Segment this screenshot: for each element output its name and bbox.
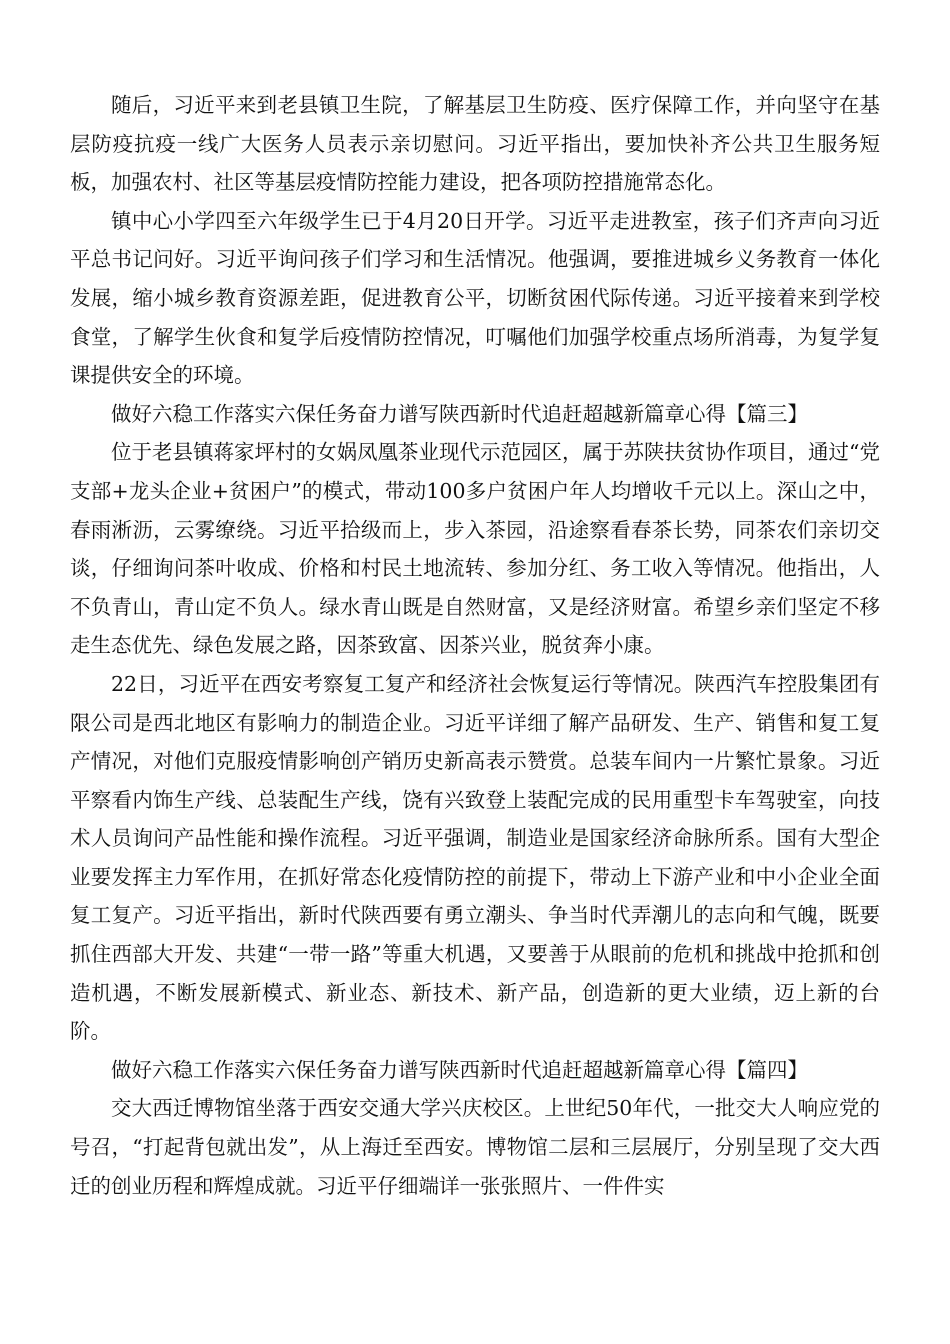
paragraph-shaanxi-auto: 22日，习近平在西安考察复工复产和经济社会恢复运行等情况。陕西汽车控股集团有限公司是西北地区有影响力的制造企业。习近平详细了解产品研发、生产、销售和复工复产情况，对他们克服疫情影响创产销历史新高表示赞赏。总装车间内一片繁忙景象。习近平察看内饰生产线、总装配生产线，饶有兴致登上装配完成的民用重型卡车驾驶室，向技术人员询问产品性能和操作流程。习近平强调，制造业是国家经济命脉所系。国有大型企业要发挥主力军作用，在抓好常态化疫情防控的前提下，带动上下游产业和中小企业全面复工复产。习近平指出，新时代陕西要有勇立潮头、争当时代弄潮儿的志向和气魄，既要抓住西部大开发、共建“一带一路”等重大机遇，又要善于从眼前的危机和挑战中抢抓和创造机遇，不断发展新模式、新业态、新技术、新产品，创造新的更大业绩，迈上新的台阶。	[70, 671, 880, 1044]
paragraph-jiaoda-museum: 交大西迁博物馆坐落于西安交通大学兴庆校区。上世纪50年代，一批交大人响应党的号召，“打起背包就出发”，从上海迁至西安。博物馆二层和三层展厅，分别呈现了交大西迁的创业历程和辉煌成就。习近平仔细端详一张张照片、一件件实	[70, 1096, 880, 1198]
section-heading-part-four: 做好六稳工作落实六保任务奋力谱写陕西新时代追赶超越新篇章心得【篇四】	[111, 1057, 808, 1082]
paragraph-health-center: 随后，习近平来到老县镇卫生院，了解基层卫生防疫、医疗保障工作，并向坚守在基层防疫抗疫一线广大医务人员表示亲切慰问。习近平指出，要加快补齐公共卫生服务短板，加强农村、社区等基层疫情防控能力建设，把各项防控措施常态化。	[70, 93, 880, 195]
section-heading-part-three: 做好六稳工作落实六保任务奋力谱写陕西新时代追赶超越新篇章心得【篇三】	[111, 401, 808, 426]
document-body	[70, 86, 880, 1205]
paragraph-primary-school: 镇中心小学四至六年级学生已于4月20日开学。习近平走进教室，孩子们齐声向习近平总书记问好。习近平询问孩子们学习和生活情况。他强调，要推进城乡义务教育一体化发展，缩小城乡教育资源差距，促进教育公平，切断贫困代际传递。习近平接着来到学校食堂，了解学生伙食和复学后疫情防控情况，叮嘱他们加强学校重点场所消毒，为复学复课提供安全的环境。	[70, 208, 880, 388]
paragraph-tea-garden: 位于老县镇蒋家坪村的女娲凤凰茶业现代示范园区，属于苏陕扶贫协作项目，通过“党支部+龙头企业+贫困户”的模式，带动100多户贫困户年人均增收千元以上。深山之中，春雨淅沥，云雾缭绕。习近平拾级而上，步入茶园，沿途察看春茶长势，同茶农们亲切交谈，仔细询问茶叶收成、价格和村民土地流转、参加分红、务工收入等情况。他指出，人不负青山，青山定不负人。绿水青山既是自然财富，又是经济财富。希望乡亲们坚定不移走生态优先、绿色发展之路，因茶致富、因茶兴业，脱贫奔小康。	[70, 440, 880, 658]
